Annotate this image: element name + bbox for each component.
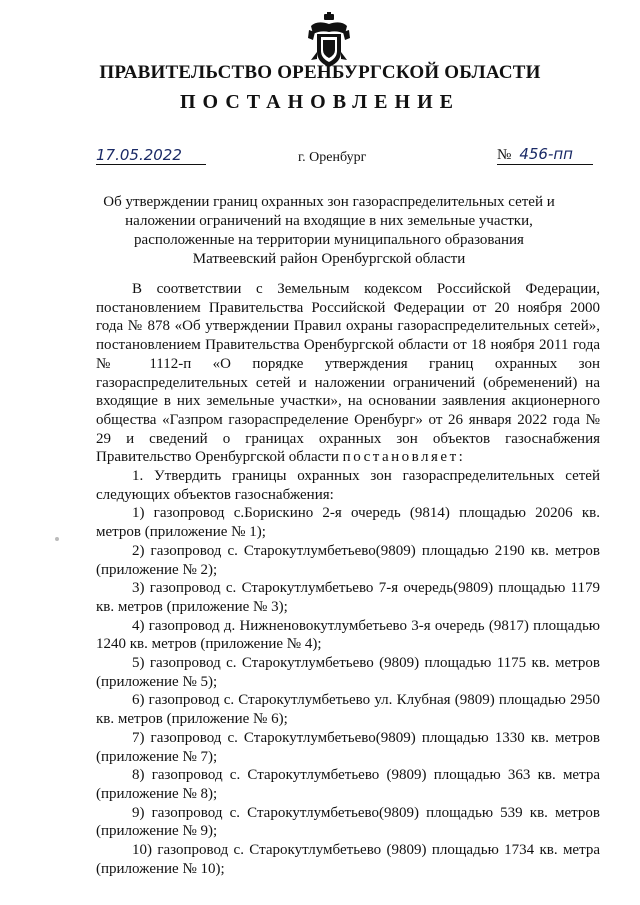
preamble-paragraph [96,280,600,467]
preamble-text: В соответствии с Земельным кодексом Российской Федерации, постановлением Правительства Российской Федерации от 20 ноября 2000 года № 878 «Об утверждении Правил охраны газораспределительных сетей», постановлением Правительства Оренбургской области от 18 ноября 2011 года № 1112-п «О порядке утверждения границ охранных зон газораспределительных сетей и наложении ограничений (обременений) на входящие в них земельные участки», на основании заявления акционерного общества «Газпром газораспределение Оренбург» от 26 января 2022 года № 29 и сведений о границах охранных зон объектов газоснабжения Правительство Оренбургской области [96,281,600,466]
decree-body [96,280,600,879]
list-item: 4) газопровод д. Нижненовокутлумбетьево 3-я очередь (9817) площадью 1240 кв. метров (приложение № 4); [96,617,600,653]
list-item: 2) газопровод с. Старокутлумбетьево(9809) площадью 2190 кв. метров (приложение № 2); [96,542,600,578]
list-item: 5) газопровод с. Старокутлумбетьево (9809) площадью 1175 кв. метров (приложение № 5); [96,655,600,690]
list-item: 6) газопровод с. Старокутлумбетьево ул. Клубная (9809) площадью 2950 кв. метров (приложение № 6); [96,692,600,728]
list-item: 10) газопровод с. Старокутлумбетьево (9809) площадью 1734 кв. метра (приложение № 10); [96,842,600,877]
decree-number-field [497,145,593,165]
decree-date: 17.05.2022 [96,146,206,165]
list-item: 3) газопровод с. Старокутлумбетьево 7-я очередь(9809) площадью 1179 кв. метров (приложение № 3); [96,580,600,615]
list-item: 1) газопровод с.Борискино 2-я очередь (9814) площадью 20206 кв. метров (приложение № 1); [96,505,600,541]
list-item: 7) газопровод с. Старокутлумбетьево(9809) площадью 1330 кв. метров (приложение № 7); [96,729,600,765]
scan-margin-mark [55,537,59,541]
document-type-title: ПОСТАНОВЛЕНИЕ [180,91,460,113]
list-item: 9) газопровод с. Старокутлумбетьево(9809) площадью 539 кв. метров (приложение № 9); [96,804,600,840]
decree-number: 456-пп [519,145,573,163]
decrees-word: постановляет: [342,449,466,466]
government-title: ПРАВИТЕЛЬСТВО ОРЕНБУРГСКОЙ ОБЛАСТИ [99,62,541,83]
decree-heading: Об утверждении границ охранных зон газораспределительных сетей и наложении ограничений на входящие в них земельные участки, расположенные на территории муниципального образования Матвеевский район Оренбургской области [103,194,555,267]
number-sign: № [497,147,512,163]
decree-city: г. Оренбург [298,150,367,165]
list-item: 8) газопровод с. Старокутлумбетьево (9809) площадью 363 кв. метра (приложение № 8); [96,767,600,802]
item-1-intro: 1. Утвердить границы охранных зон газораспределительных сетей следующих объектов газоснабжения: [96,468,600,503]
